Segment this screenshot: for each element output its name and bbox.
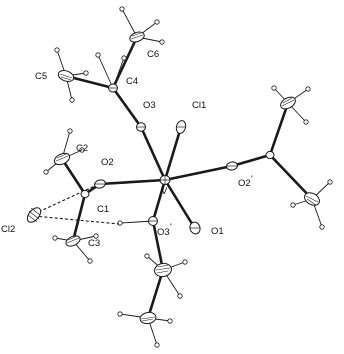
hydrogen-atom	[155, 343, 159, 347]
hydrogen-atom	[53, 236, 57, 240]
hydrogen-atom	[320, 225, 324, 229]
bond-c-ctop	[270, 103, 288, 155]
label-v: V	[161, 186, 168, 197]
atom-c-right-central	[266, 151, 274, 158]
label-o3: O3	[143, 100, 156, 111]
hydrogen-atom	[291, 203, 295, 207]
hydrogens	[44, 7, 332, 347]
hydrogen-atom	[183, 260, 187, 264]
hydrogen-atom	[328, 180, 332, 184]
label-c5: C5	[35, 71, 48, 82]
atom-v	[160, 176, 170, 185]
atom-c3	[64, 234, 81, 248]
label-o1: O1	[211, 226, 224, 237]
bond-v-o3	[141, 127, 165, 180]
label-c6: C6	[147, 49, 160, 60]
label-cl2: Cl2	[1, 224, 16, 235]
hydrogen-atom	[68, 129, 72, 133]
hydrogen-atom	[122, 56, 126, 60]
hydrogen-atom	[118, 312, 122, 316]
hydrogen-atom	[160, 40, 164, 44]
label-o2prime: O2	[238, 178, 251, 189]
atom-c-lower-bottom	[139, 311, 157, 325]
label-cl1: Cl1	[192, 100, 207, 111]
bond-c-cbottom	[148, 270, 163, 318]
atom-c1	[81, 190, 89, 197]
label-c3: C3	[88, 238, 101, 249]
bond-c-cright	[270, 155, 312, 199]
hydrogen-atom	[178, 294, 182, 298]
hydrogen-atom	[88, 259, 92, 263]
hydrogen-atom	[44, 170, 48, 174]
hydrogen-atom	[304, 120, 308, 124]
bond-o3-c4	[113, 88, 141, 127]
hydrogen-atom	[145, 254, 149, 258]
hydrogen-atom	[306, 87, 310, 91]
bond-v-o1	[165, 180, 194, 227]
bonds	[62, 37, 312, 318]
bond-v-o2	[100, 180, 165, 184]
bond-v-cl1	[165, 127, 181, 180]
prime-mark-o3: '	[170, 222, 172, 233]
label-c4: C4	[126, 76, 139, 87]
atom-c-right-top	[279, 95, 298, 112]
hydrogen-atom	[96, 53, 100, 57]
label-o3prime: O3	[157, 227, 170, 238]
atom-c4	[109, 84, 118, 92]
hydrogen-atom	[272, 86, 276, 90]
atom-o2prime	[226, 161, 238, 171]
hydrogen-atom	[155, 20, 159, 24]
bond-c1-c3	[73, 194, 85, 241]
label-o2: O2	[101, 157, 114, 168]
hydrogen-atom	[55, 48, 59, 52]
contact-cl2-o2	[34, 184, 99, 214]
hydrogen-atom	[168, 319, 172, 323]
atom-cl1	[175, 120, 187, 135]
hydrogen-atom	[70, 98, 74, 102]
label-c1: C1	[97, 204, 110, 215]
bond-c1-c2	[62, 159, 85, 194]
bond-v-o2prime	[165, 166, 232, 180]
atom-c5	[57, 69, 75, 84]
prime-mark-o2: '	[251, 174, 253, 185]
atom-o3	[137, 123, 146, 131]
hydrogen-atom	[118, 221, 122, 225]
label-c2: C2	[76, 143, 89, 154]
atom-cl2	[25, 205, 44, 224]
hydrogen-atom	[120, 7, 124, 11]
atom-o3prime	[149, 217, 158, 226]
hydrogen-atom	[84, 71, 88, 75]
